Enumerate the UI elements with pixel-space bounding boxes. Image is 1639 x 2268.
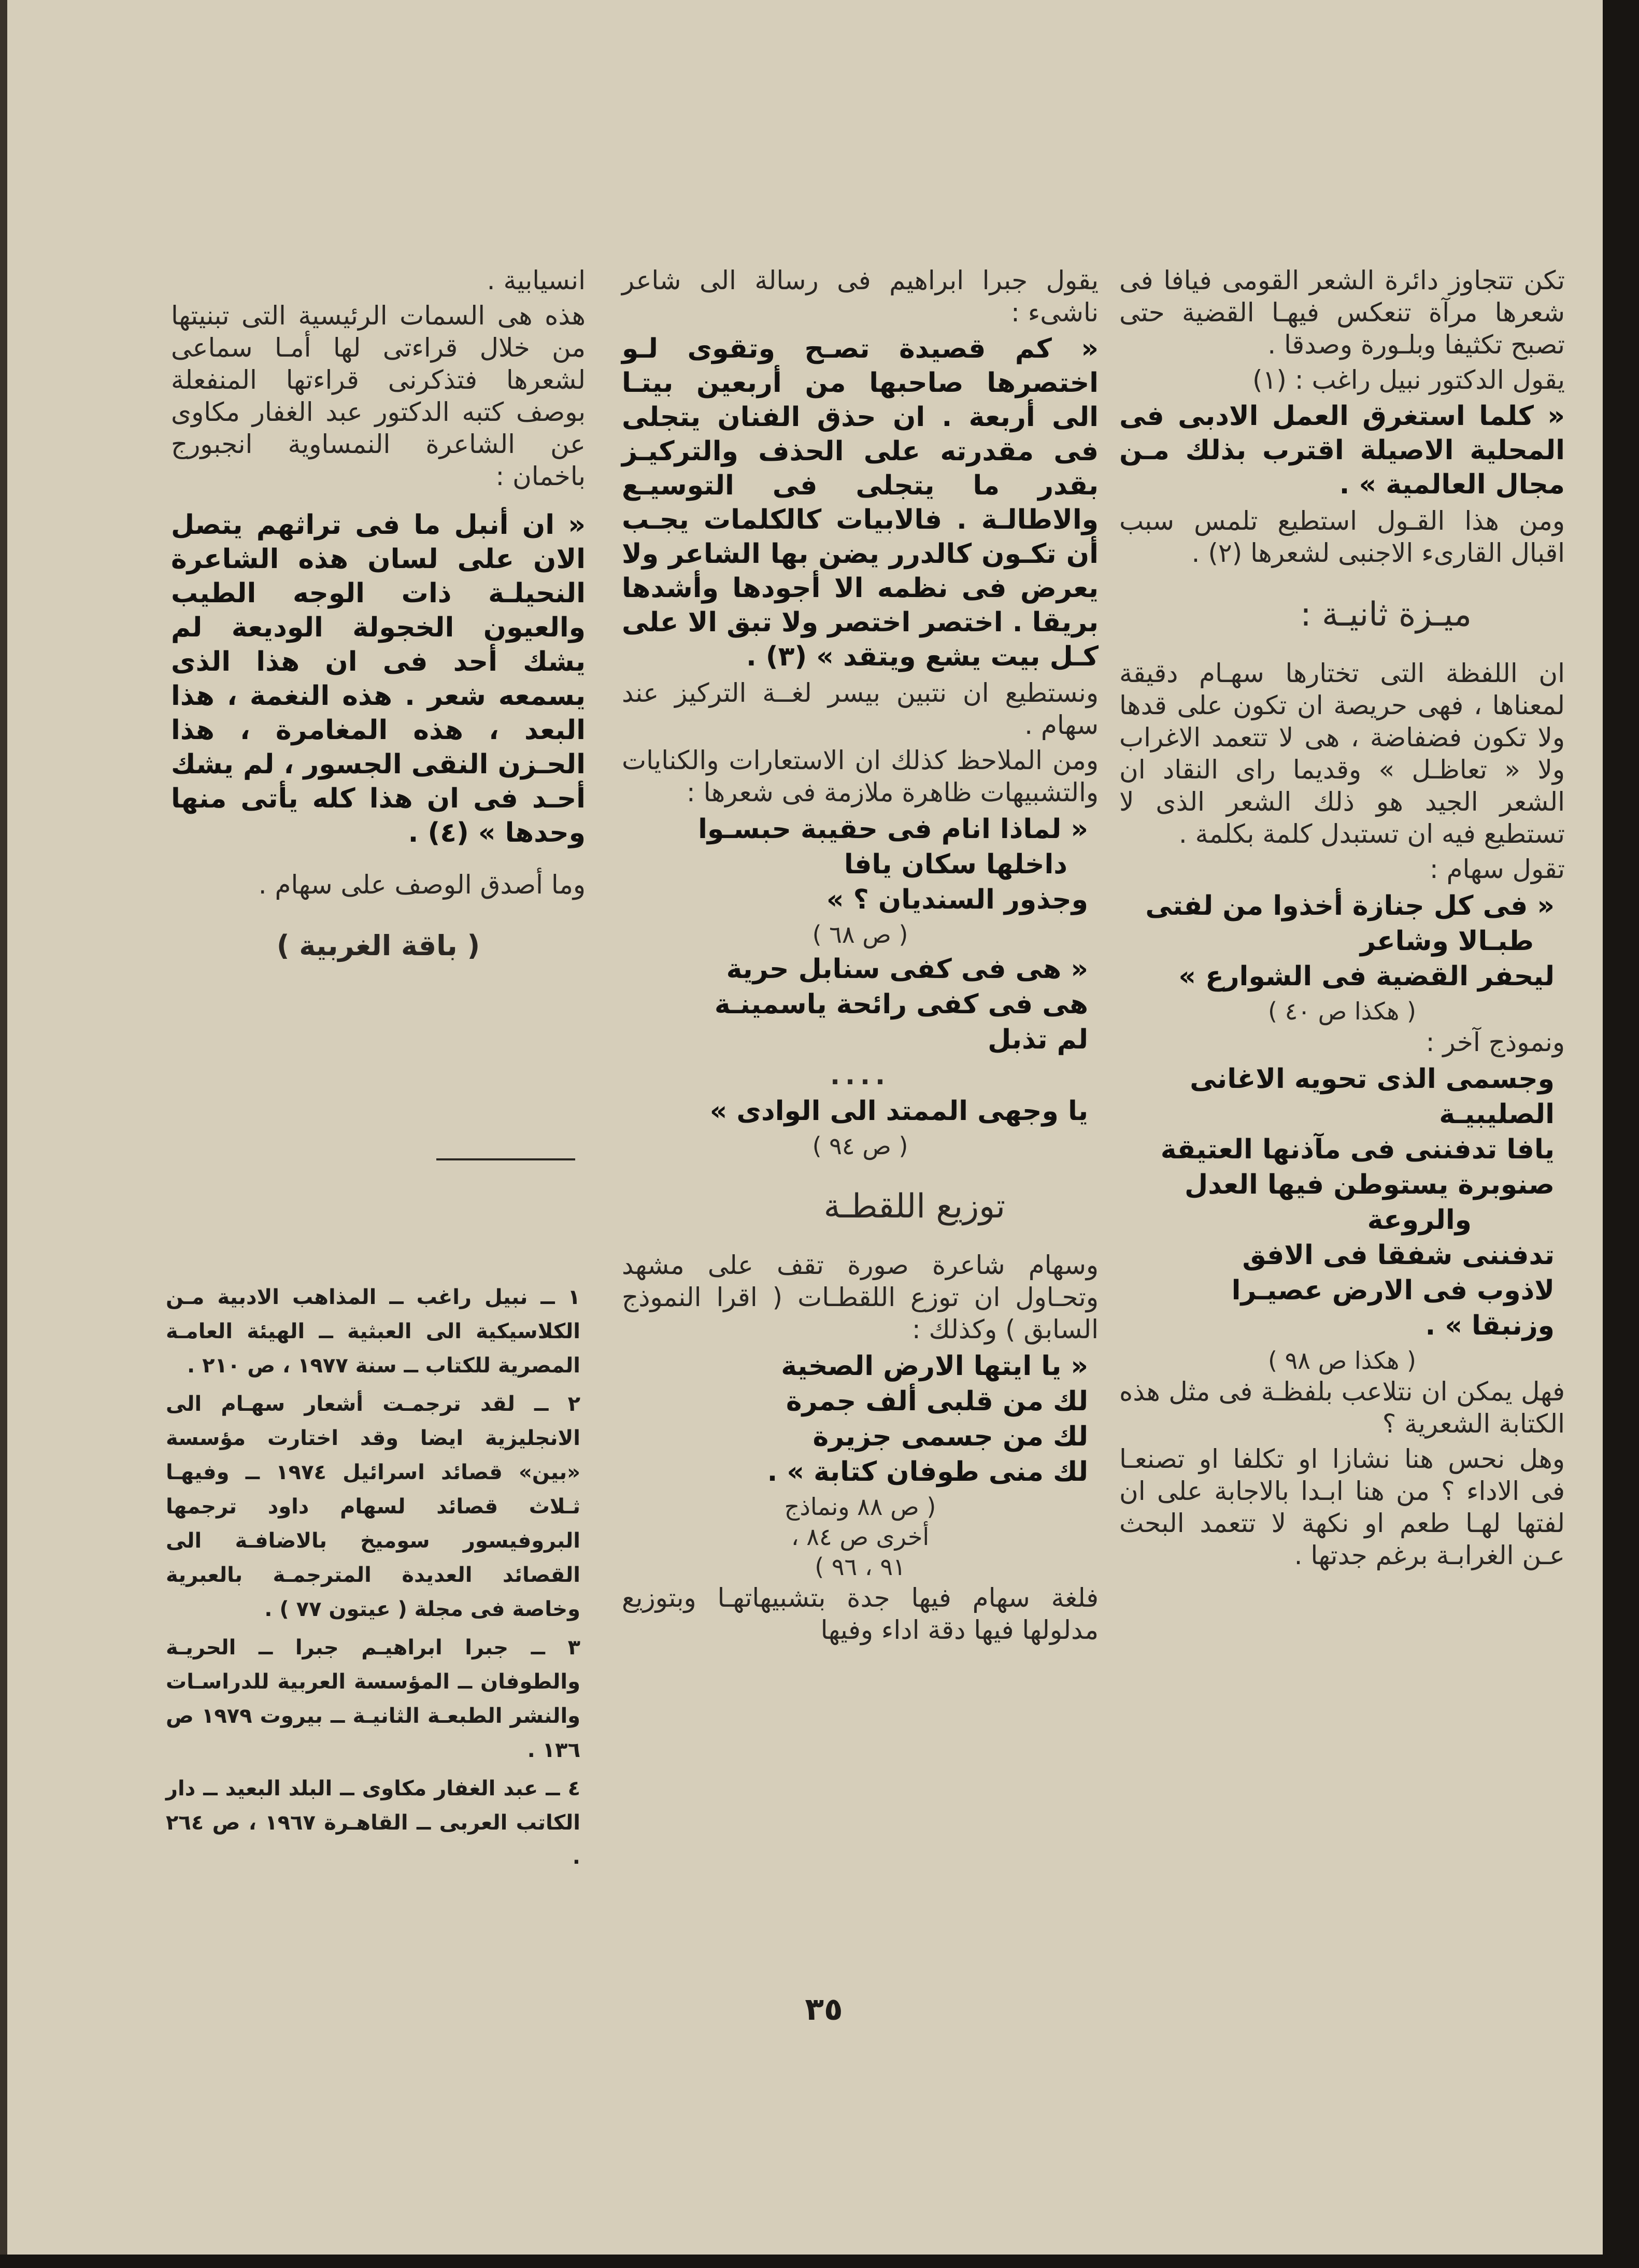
poem-line: « لماذا انام فى حقيبة حبسـوا <box>698 814 1088 845</box>
poem-excerpt <box>1119 888 1565 994</box>
paragraph: ومن هذا القـول استطيع تلمس سبب اقبال القارىء الاجنبى لشعرها (٢) . <box>1119 506 1565 568</box>
page-reference: ( هكذا ص ٩٨ ) <box>1267 1346 1416 1374</box>
poem-line: ليحفر القضية فى الشوارع » <box>1178 961 1555 992</box>
quotation: « ان أنبل ما فى تراثهم يتصل الان على لسان هذه الشاعرة النحيلـة ذات الوجه الطيب والعيون الخجولة الوديعة لم يشك أحد فى ان هذا الذى يسمعه شعر . هذه النغمة ، هذا البعد ، هذه المغامرة ، هذا الحـزن النقى الجسور ، لم يشك أحـد فى ان هذا كله يأتى منها وحدها » (٤) . <box>171 509 586 848</box>
poem-excerpt <box>1119 1061 1565 1343</box>
page-number: ٣٥ <box>805 1991 843 2028</box>
paragraph: ونموذج آخر : <box>1426 1027 1565 1057</box>
paragraph: وما أصدق الوصف على سهام . <box>258 870 586 900</box>
poem-line: طبـالا وشاعر <box>1360 926 1534 957</box>
paragraph: تقول سهام : <box>1429 854 1565 884</box>
paragraph: تكن تتجاوز دائرة الشعر القومى فيافا فى شعرها مرآة تنعكس فيهـا القضية حتى تصبح تكثيفا وبلـورة وصدقا . <box>1119 265 1565 360</box>
poem-line: صنوبرة يستوطن فيها العدل <box>1185 1169 1555 1200</box>
page-reference: ( ص ٦٨ ) <box>812 920 908 948</box>
poem-line: لك من جسمى جزيرة <box>813 1421 1088 1452</box>
footnote: ١ ــ نبيل راغب ــ المذاهب الادبية مـن الكلاسيكية الى العبثية ــ الهيئة العامـة المصرية للكتاب ــ سنة ١٩٧٧ ، ص ٢١٠ . <box>166 1285 580 1378</box>
footnote: ٤ ــ عبد الغفار مكاوى ــ البلد البعيد ــ دار الكاتب العربى ــ القاهـرة ١٩٦٧ ، ص ٢٦٤ . <box>166 1777 580 1869</box>
poem-line: وجسمى الذى تحويه الاغانى <box>1190 1064 1555 1095</box>
section-heading: ميـزة ثانيـة : <box>1300 596 1472 634</box>
paragraph: هذه هى السمات الرئيسية التى تبنيتها من خلال قراءتى لها أمـا سماعى لشعرها فتذكرنى قراءتها المنفعلة بوصف كتبه الدكتور عبد الغفار مكاوى عن الشاعرة النمساوية انجبورج باخمان : <box>171 301 586 491</box>
paragraph: ان اللفظة التى تختارها سهـام دقيقة لمعناها ، فهى حريصة ان تكون على قدها ولا تكون فضفاضة ، هى لا تتعمد الاغراب ولا « تعاظـل » وقديما راى النقاد ان الشعر الجيد هو ذلك الشعر الذى لا تستطيع فيه ان تستبدل كلمة بكلمة . <box>1119 658 1565 849</box>
scan-edge-bottom <box>0 2255 1639 2268</box>
paragraph: وسهام شاعرة صورة تقف على مشهد وتحـاول ان توزع اللقطـات ( اقرا النموذج السابق ) وكذلك : <box>622 1250 1099 1344</box>
poem-line: يا وجهى الممتد الى الوادى » <box>709 1096 1088 1127</box>
paragraph: ونستطيع ان نتبين بيسر لغــة التركيز عند سهام . <box>622 678 1099 740</box>
paragraph: فهل يمكن ان نتلاعب بلفظـة فى مثل هذه الكتابة الشعرية ؟ <box>1119 1377 1565 1439</box>
poem-line: وزنبقا » . <box>1425 1310 1555 1341</box>
reference-line: ٩١ ، ٩٦ ) <box>815 1553 906 1581</box>
ellipsis-separator: .... <box>830 1060 890 1090</box>
paragraph: فلغة سهام فيها جدة بتشبيهاتهـا وبتوزيع مدلولها فيها دقة اداء وفيها <box>622 1583 1099 1645</box>
scan-edge-right <box>1603 0 1639 2268</box>
footnote: ٣ ــ جبرا ابراهيـم جبرا ــ الحريـة والطوفان ــ المؤسسة العربية للدراسـات والنشر الطبعـة الثانيـة ــ بيروت ١٩٧٩ ص ١٣٦ . <box>166 1636 581 1762</box>
section-heading: توزيع اللقطـة <box>823 1187 1005 1226</box>
poem-line: « هى فى كفى سنابل حرية <box>726 954 1088 985</box>
author-signature: ( باقة الغربية ) <box>276 929 480 962</box>
page-reference: ( ص ٩٤ ) <box>812 1132 908 1160</box>
poem-line: لك من قلبى ألف جمرة <box>786 1386 1088 1417</box>
paragraph: ومن الملاحظ كذلك ان الاستعارات والكنايات والتشبيهات ظاهرة ملازمة فى شعرها : <box>622 745 1099 807</box>
poem-excerpt <box>622 952 1099 1057</box>
poem-excerpt <box>622 1094 1099 1129</box>
column-right <box>1119 264 1565 1575</box>
poem-line: الصليبيـة <box>1439 1099 1555 1130</box>
page-reference: ( هكذا ص ٤٠ ) <box>1267 997 1416 1025</box>
poem-line: هى فى كفى رائحة ياسمينـة <box>714 989 1088 1020</box>
paragraph: يقول الدكتور نبيل راغب : (١) <box>1252 365 1565 395</box>
footnote-divider <box>436 1158 575 1160</box>
poem-line: لك منى طوفان كتابة » . <box>767 1456 1088 1487</box>
poem-excerpt <box>622 812 1099 917</box>
column-middle <box>622 264 1099 1649</box>
column-left <box>171 264 586 962</box>
footnote: ٢ ــ لقد ترجمـت أشعار سهـام الى الانجليزية ايضا وقد اختارت مؤسسة «بين» قصائد اسرائيل ١٩٧٤ ــ وفيهـا ثـلاث قصائد لسهام داود ترجمها البروفيسور سوميخ بالاضافـة الى القصائد العديدة المترجمـة بالعبرية وخاصة فى مجلة ( عيتون ٧٧ ) . <box>166 1392 580 1621</box>
poem-line: « يا ايتها الارض الصخية <box>781 1351 1088 1382</box>
poem-line: تدفننى شفقا فى الافق <box>1242 1240 1555 1271</box>
quotation: « كلما استغرق العمل الادبى فى المحلية الاصيلة اقترب بذلك مـن مجال العالمية » . <box>1119 401 1565 500</box>
quotation: « كم قصيدة تصـح وتقوى لـو اختصرها صاحبها من أربعين بيتـا الى أربعة . ان حذق الفنان يتجلى فى مقدرته على الحذف والتركيـز بقدر ما يتجلى فى التوسيـع والاطالـة . فالابيات كالكلمات يجـب أن تكـون كالدرر يضن بها الشاعر ولا يعرض فى نظمه الا أجودها وأشدها بريقا . اختصر اختصر ولا تبق الا على كـل بيت يشع ويتقد » (٣) . <box>622 333 1099 672</box>
paragraph: وهل نحس هنا نشازا او تكلفا او تصنعـا فى الاداء ؟ من هنا ابـدا بالاجابة على ان لفتها لهـا طعم او نكهة لا تتعمد البحث عـن الغرابـة برغم جدتها . <box>1119 1444 1565 1570</box>
reference-line: أخرى ص ٨٤ ، <box>791 1523 930 1551</box>
scan-edge-left <box>0 0 7 2268</box>
poem-line: لم تذبل <box>988 1024 1088 1055</box>
poem-excerpt <box>622 1349 1099 1490</box>
poem-line: لاذوب فى الارض عصيـرا <box>1231 1275 1555 1306</box>
reference-line: ( ص ٨٨ ونماذج <box>784 1493 936 1521</box>
poem-line: « فى كل جنازة أخذوا من لفتى <box>1145 890 1555 922</box>
poem-line: والروعة <box>1367 1204 1472 1236</box>
poem-line: وجذور السنديان ؟ » <box>826 884 1088 915</box>
poem-line: يافا تدفننى فى مآذنها العتيقة <box>1160 1134 1555 1165</box>
page-reference <box>622 1492 1099 1582</box>
paragraph: انسيابية . <box>487 265 586 295</box>
paragraph: يقول جبرا ابراهيم فى رسالة الى شاعر ناشىء : <box>622 265 1099 328</box>
poem-line: داخلها سكان يافا <box>844 849 1067 880</box>
footnotes <box>166 1280 580 1878</box>
